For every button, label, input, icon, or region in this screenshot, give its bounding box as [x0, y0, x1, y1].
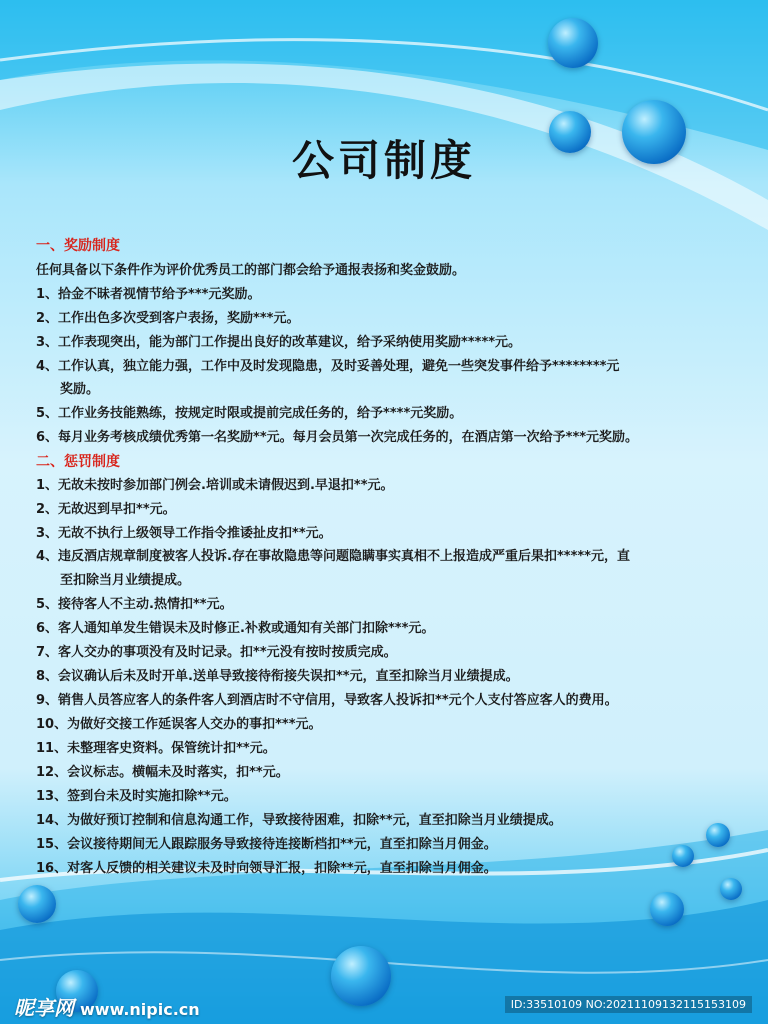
- image-id-label: ID:33510109 NO:20211109132115153109: [505, 996, 752, 1013]
- watermark-logo: [14, 992, 200, 1021]
- page-title: 公司制度: [291, 136, 476, 185]
- penalty-item: 15、会议接待期间无人跟踪服务导致接待连接断档扣**元，直至扣除当月佣金。: [36, 837, 497, 852]
- reward-intro: 任何具备以下条件作为评价优秀员工的部门都会给予通报表扬和奖金鼓励。: [36, 263, 466, 278]
- penalty-item: 4、违反酒店规章制度被客人投诉.存在事故隐患等问题隐瞒事实真相不上报造成严重后果扣*****元，直: [36, 549, 630, 564]
- penalty-item: 至扣除当月业绩提成。: [60, 573, 191, 588]
- logo-text: 昵享网: [14, 996, 74, 1020]
- penalty-item: 9、销售人员答应客人的条件客人到酒店时不守信用，导致客人投诉扣**元个人支付答应客人的费用。: [36, 693, 618, 708]
- reward-item: 奖励。: [60, 382, 100, 397]
- logo-url: www.nipic.cn: [80, 1000, 200, 1019]
- reward-item: 3、工作表现突出，能为部门工作提出良好的改革建议，给予采纳使用奖励*****元。: [36, 335, 522, 350]
- penalty-item: 13、签到台未及时实施扣除**元。: [36, 789, 237, 804]
- penalty-heading: 二、惩罚制度: [36, 454, 120, 470]
- reward-item: 6、每月业务考核成绩优秀第一名奖励**元。每月会员第一次完成任务的，在酒店第一次给予***元奖励。: [36, 430, 639, 445]
- reward-item: 4、工作认真，独立能力强，工作中及时发现隐患，及时妥善处理，避免一些突发事件给予********元: [36, 359, 620, 374]
- penalty-item: 5、接待客人不主动.热情扣**元。: [36, 597, 233, 612]
- penalty-item: 1、无故未按时参加部门例会.培训或未请假迟到.早退扣**元。: [36, 478, 394, 493]
- penalty-item: 14、为做好预订控制和信息沟通工作，导致接待困难，扣除**元，直至扣除当月业绩提成。: [36, 813, 562, 828]
- penalty-item: 2、无故迟到早扣**元。: [36, 502, 176, 517]
- reward-item: 2、工作出色多次受到客户表扬，奖励***元。: [36, 311, 300, 326]
- penalty-item: 11、未整理客史资料。保管统计扣**元。: [36, 741, 276, 756]
- penalty-item: 12、会议标志。横幅未及时落实，扣**元。: [36, 765, 289, 780]
- penalty-item: 6、客人通知单发生错误未及时修正.补救或通知有关部门扣除***元。: [36, 621, 435, 636]
- penalty-item: 7、客人交办的事项没有及时记录。扣**元没有按时按质完成。: [36, 645, 397, 660]
- penalty-item: 3、无故不执行上级领导工作指令推诿扯皮扣**元。: [36, 526, 332, 541]
- reward-item: 5、工作业务技能熟练，按规定时限或提前完成任务的，给予****元奖励。: [36, 406, 463, 421]
- penalty-item: 16、对客人反馈的相关建议未及时向领导汇报，扣除**元，直至扣除当月佣金。: [36, 861, 497, 876]
- reward-heading: 一、奖励制度: [36, 238, 120, 254]
- reward-item: 1、拾金不昧者视情节给予***元奖励。: [36, 287, 261, 302]
- penalty-item: 10、为做好交接工作延误客人交办的事扣***元。: [36, 717, 322, 732]
- penalty-item: 8、会议确认后未及时开单.送单导致接待衔接失误扣**元，直至扣除当月业绩提成。: [36, 669, 519, 684]
